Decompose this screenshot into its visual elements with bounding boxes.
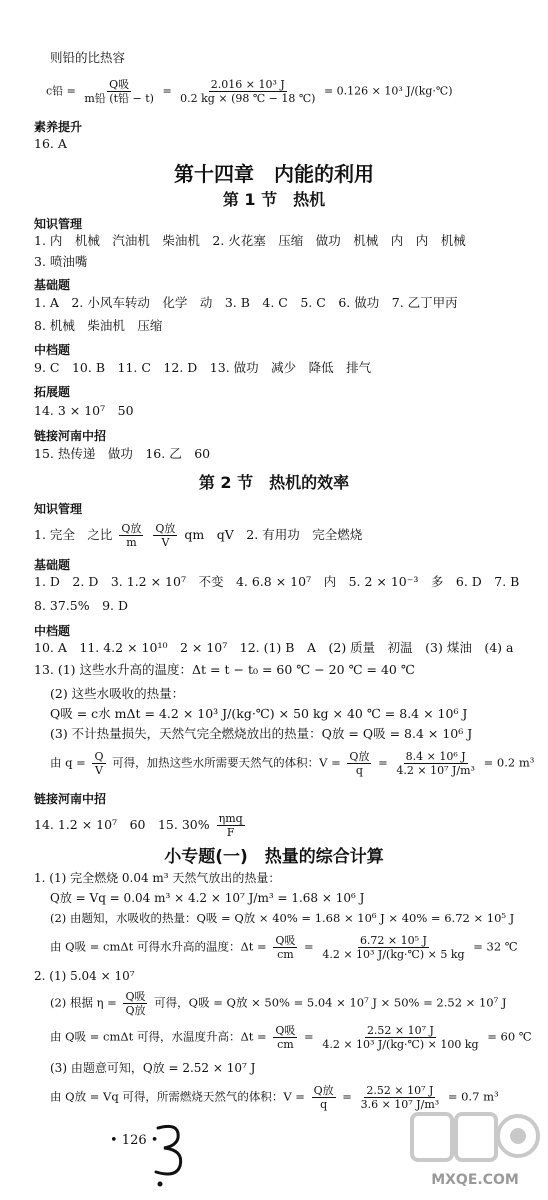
answer-line: 1. A 2. 小风车转动 化学 动 3. B 4. C 5. C 6. 做功 7. 乙丁甲丙 <box>34 295 458 310</box>
answer-line: 14. 1.2 × 10⁷ 60 15. 30% $\frac{\text{ηmq}}{F}$ <box>34 812 243 839</box>
fraction: $\frac{\text{Q吸}}{\text{Q放}}$ <box>125 990 146 1017</box>
answer-line: 15. 热传递 做功 16. 乙 60 <box>34 446 211 461</box>
section-heading: 中档题 <box>34 624 71 638</box>
section-heading: 知识管理 <box>34 502 83 516</box>
fraction: $\frac{\text{Q放}}{q}$ <box>313 1084 334 1111</box>
fraction: $\frac{\text{Q放}}{V}$ <box>155 522 176 549</box>
answer-line: 2. (1) 5.04 × 10⁷ <box>34 969 135 983</box>
answer-line: 8. 机械 柴油机 压缩 <box>34 318 163 333</box>
answer-line: Q放 = Vq = 0.04 m³ × 4.2 × 10⁷ J/m³ = 1.68 × 10⁶ J <box>50 891 365 905</box>
watermark-text: MXQE.COM <box>431 1172 519 1188</box>
section-heading: 中档题 <box>34 343 71 357</box>
section-heading: 素养提升 <box>34 120 83 134</box>
section-title: 第 2 节 热机的效率 <box>198 473 350 492</box>
fraction: $\frac{Q}{V}$ <box>94 750 104 777</box>
answer-line: 10. A 11. 4.2 × 10¹⁰ 2 × 10⁷ 12. (1) B A (2) 质量 初温 (3) 煤油 (4) a <box>34 640 514 655</box>
answer-line: 1. 完全 之比 $\frac{\text{Q放}}{m}$ $\frac{\text{Q放}}{V}$ qm qV 2. 有用功 完全燃烧 <box>34 522 363 549</box>
fraction: $\frac{\text{2.52 × 10⁷ J}}{\text{4.2 × 10³ J/(kg·℃) × 100 kg}}$ <box>322 1024 479 1051</box>
answer-line: (3) 由题意可知，Q放 = 2.52 × 10⁷ J <box>50 1061 256 1075</box>
answer-line: 13. (1) 这些水升高的温度：Δt = t − t₀ = 60 ℃ − 20 ℃ = 40 ℃ <box>34 662 415 677</box>
text-line: 则铅的比热容 <box>50 50 126 65</box>
formula-line: 由 q = $\frac{Q}{V}$ 可得，加热这些水所需要天然气的体积：V = $\frac{\text{Q放}}{q}$ = $\frac{\text{8.4 × 10⁶ J}}{\text{4.2 × 10⁷ J/m³}}$ = 0.2 m³ <box>50 750 535 777</box>
special-topic-title: 小专题(一) 热量的综合计算 <box>164 847 384 867</box>
fraction: $\frac{\text{ηmq}}{F}$ <box>218 812 243 839</box>
section-heading: 基础题 <box>34 278 71 292</box>
section-heading: 知识管理 <box>34 217 83 231</box>
answer-line: (2) 这些水吸收的热量： <box>50 686 185 701</box>
formula-line: 由 Q吸 = cmΔt 可得水升高的温度：Δt = $\frac{\text{Q吸}}{cm}$ = $\frac{\text{6.72 × 10⁵ J}}{\text{4.2 × 10³ J/(kg·℃) × 5 kg}}$ = 32 ℃ <box>50 934 518 961</box>
answer-line: 14. 3 × 10⁷ 50 <box>34 403 134 418</box>
section-title: 第 1 节 热机 <box>222 190 326 209</box>
formula-line: c铅 = $\frac{\text{Q吸}}{\text{m铅 (t铅 − t)}}$ = $\frac{\text{2.016 × 10³ J}}{0.2 kg \times (98 ℃ - 18 ℃)}$ = 0.126 × 10³ J/(kg·℃) <box>46 78 453 105</box>
answer-line: Q吸 = c水 mΔt = 4.2 × 10³ J/(kg·℃) × 50 kg × 40 ℃ = 8.4 × 10⁶ J <box>50 706 468 721</box>
fraction: $\frac{\text{6.72 × 10⁵ J}}{\text{4.2 × 10³ J/(kg·℃) × 5 kg}}$ <box>322 934 465 961</box>
fraction: $\frac{\text{Q放}}{m}$ <box>121 522 142 549</box>
answer-line: 1. (1) 完全燃烧 0.04 m³ 天然气放出的热量： <box>34 871 281 885</box>
fraction: $\frac{\text{2.52 × 10⁷ J}}{\text{3.6 × 10⁷ J/m³}}$ <box>360 1084 440 1111</box>
fraction: $\frac{\text{Q放}}{q}$ <box>349 750 370 777</box>
chapter-title: 第十四章 内能的利用 <box>174 162 374 186</box>
formula-line: (2) 根据 η = $\frac{\text{Q吸}}{\text{Q放}}$ 可得，Q吸 = Q放 × 50% = 5.04 × 10⁷ J × 50% = 2.52 × 10⁷ J <box>50 990 507 1017</box>
fraction: $\frac{\text{Q吸}}{cm}$ <box>275 1024 296 1051</box>
answer-line: 8. 37.5% 9. D <box>34 598 129 613</box>
answer-line: 1. 内 机械 汽油机 柴油机 2. 火花塞 压缩 做功 机械 内 内 机械 <box>34 233 466 248</box>
formula-text: c铅 = <box>46 84 76 98</box>
section-heading: 拓展题 <box>34 385 71 399</box>
formula-line: 由 Q放 = Vq 可得，所需燃烧天然气的体积：V = $\frac{\text{Q放}}{q}$ = $\frac{\text{2.52 × 10⁷ J}}{\text{3.6 × 10⁷ J/m³}}$ = 0.7 m³ <box>50 1084 499 1111</box>
fraction: $\frac{\text{8.4 × 10⁶ J}}{\text{4.2 × 10⁷ J/m³}}$ <box>396 750 475 777</box>
fraction: $\frac{\text{2.016 × 10³ J}}{0.2 kg \times (98 ℃ - 18 ℃)}$ <box>180 78 316 105</box>
answer-line: (2) 由题知，水吸收的热量：Q吸 = Q放 × 40% = 1.68 × 10⁶ J × 40% = 6.72 × 10⁵ J <box>50 911 515 925</box>
formula-line: 由 Q吸 = cmΔt 可得，水温度升高：Δt = $\frac{\text{Q吸}}{cm}$ = $\frac{\text{2.52 × 10⁷ J}}{\text{4.2 × 10³ J/(kg·℃) × 100 kg}}$ = 60 ℃ <box>50 1024 532 1051</box>
answer-line: 3. 喷油嘴 <box>34 254 88 269</box>
answer-line: 16. A <box>34 136 67 151</box>
fraction: $\frac{\text{Q吸}}{\text{m铅 (t铅 − t)}}$ <box>84 78 154 105</box>
answer-line: 1. D 2. D 3. 1.2 × 10⁷ 不变 4. 6.8 × 10⁷ 内 5. 2 × 10⁻³ 多 6. D 7. B <box>34 574 520 589</box>
fraction: $\frac{\text{Q吸}}{cm}$ <box>275 934 296 961</box>
section-heading: 链接河南中招 <box>34 429 107 443</box>
handwritten-mark <box>150 1120 190 1190</box>
section-heading: 基础题 <box>34 558 71 572</box>
answer-line: (3) 不计热量损失，天然气完全燃烧放出的热量：Q放 = Q吸 = 8.4 × 10⁶ J <box>50 726 473 741</box>
page-number: • 126 • <box>110 1133 159 1148</box>
section-heading: 链接河南中招 <box>34 792 107 806</box>
answer-line: 9. C 10. B 11. C 12. D 13. 做功 减少 降低 排气 <box>34 360 372 375</box>
